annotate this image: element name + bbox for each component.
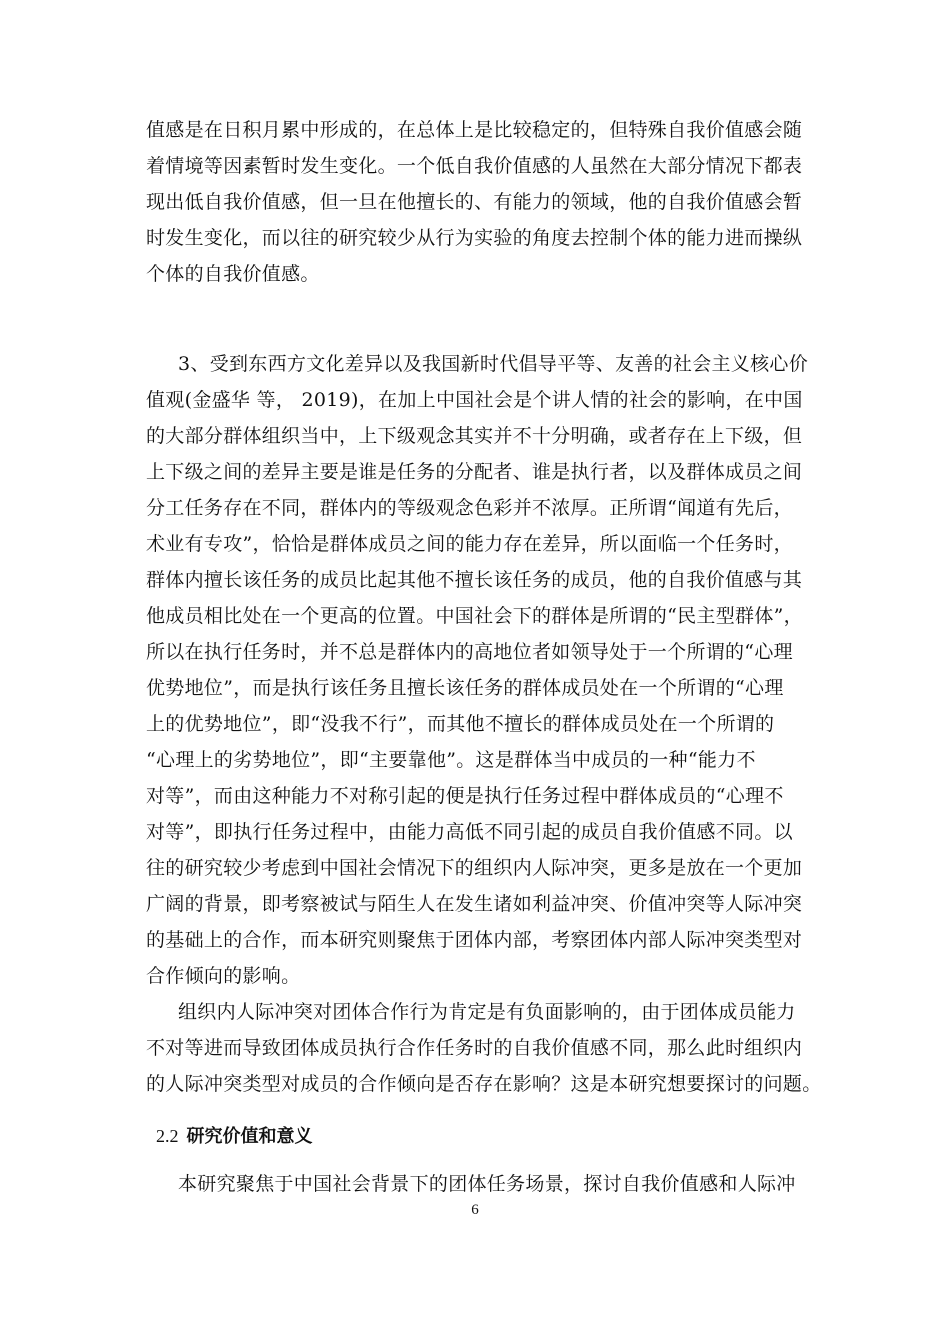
text-line: 术业有专攻”，恰恰是群体成员之间的能力存在差异，所以面临一个任务时， <box>146 533 793 555</box>
text-line: 分工任务存在不同，群体内的等级观念色彩并不浓厚。正所谓“闻道有先后， <box>146 497 793 519</box>
text-line: 组织内人际冲突对团体合作行为肯定是有负面影响的，由于团体成员能力 <box>178 1001 796 1023</box>
text-line: 现出低自我价值感，但一旦在他擅长的、有能力的领域，他的自我价值感会暂 <box>146 191 803 213</box>
text-line: 所以在执行任务时，并不总是群体内的高地位者如领导处于一个所谓的“心理 <box>146 641 793 663</box>
text-line: 对等”，而由这种能力不对称引起的便是执行任务过程中群体成员的“心理不 <box>146 785 784 807</box>
paragraph-research-question <box>146 994 822 1102</box>
paragraph-research-value <box>146 1166 806 1202</box>
paragraph-self-worth-continuation <box>146 112 806 292</box>
text-line: 群体内擅长该任务的成员比起其他不擅长该任务的成员，他的自我价值感与其 <box>146 569 803 591</box>
text-line: 对等”，即执行任务过程中，由能力高低不同引起的成员自我价值感不同。以 <box>146 821 793 843</box>
section-number: 2.2 <box>156 1126 179 1146</box>
text-line: 上的优势地位”，即“没我不行”，而其他不擅长的群体成员处在一个所谓的 <box>146 713 775 735</box>
section-heading <box>156 1118 313 1155</box>
text-line: 往的研究较少考虑到中国社会情况下的组织内人际冲突，更多是放在一个更加 <box>146 857 803 879</box>
text-line: 广阔的背景，即考察被试与陌生人在发生诸如利益冲突、价值冲突等人际冲突 <box>146 893 803 915</box>
paragraph-point-3 <box>146 346 806 994</box>
text-line: 值观(金盛华 等， 2019)，在加上中国社会是个讲人情的社会的影响，在中国 <box>146 389 803 411</box>
page-number: 6 <box>471 1202 479 1218</box>
text-line: 时发生变化，而以往的研究较少从行为实验的角度去控制个体的能力进而操纵 <box>146 227 803 249</box>
text-line: 着情境等因素暂时发生变化。一个低自我价值感的人虽然在大部分情况下都表 <box>146 155 803 177</box>
text-line: 合作倾向的影响。 <box>146 965 301 987</box>
text-line: 个体的自我价值感。 <box>146 263 320 285</box>
text-line: “心理上的劣势地位”，即“主要靠他”。这是群体当中成员的一种“能力不 <box>146 749 756 771</box>
section-title: 研究价值和意义 <box>186 1126 313 1147</box>
text-line: 的大部分群体组织当中，上下级观念其实并不十分明确，或者存在上下级，但 <box>146 425 803 447</box>
text-line: 优势地位”，而是执行该任务且擅长该任务的群体成员处在一个所谓的“心理 <box>146 677 784 699</box>
text-line: 的人际冲突类型对成员的合作倾向是否存在影响？这是本研究想要探讨的问题。 <box>146 1073 822 1095</box>
text-line: 不对等进而导致团体成员执行合作任务时的自我价值感不同，那么此时组织内 <box>146 1037 803 1059</box>
text-line: 上下级之间的差异主要是谁是任务的分配者、谁是执行者，以及群体成员之间 <box>146 461 803 483</box>
text-line: 值感是在日积月累中形成的，在总体上是比较稳定的，但特殊自我价值感会随 <box>146 119 803 141</box>
text-line: 本研究聚焦于中国社会背景下的团体任务场景，探讨自我价值感和人际冲 <box>178 1173 796 1195</box>
text-line: 他成员相比处在一个更高的位置。中国社会下的群体是所谓的“民主型群体”， <box>146 605 803 627</box>
text-line: 3、受到东西方文化差异以及我国新时代倡导平等、友善的社会主义核心价 <box>178 353 808 375</box>
text-line: 的基础上的合作，而本研究则聚焦于团体内部，考察团体内部人际冲突类型对 <box>146 929 803 951</box>
